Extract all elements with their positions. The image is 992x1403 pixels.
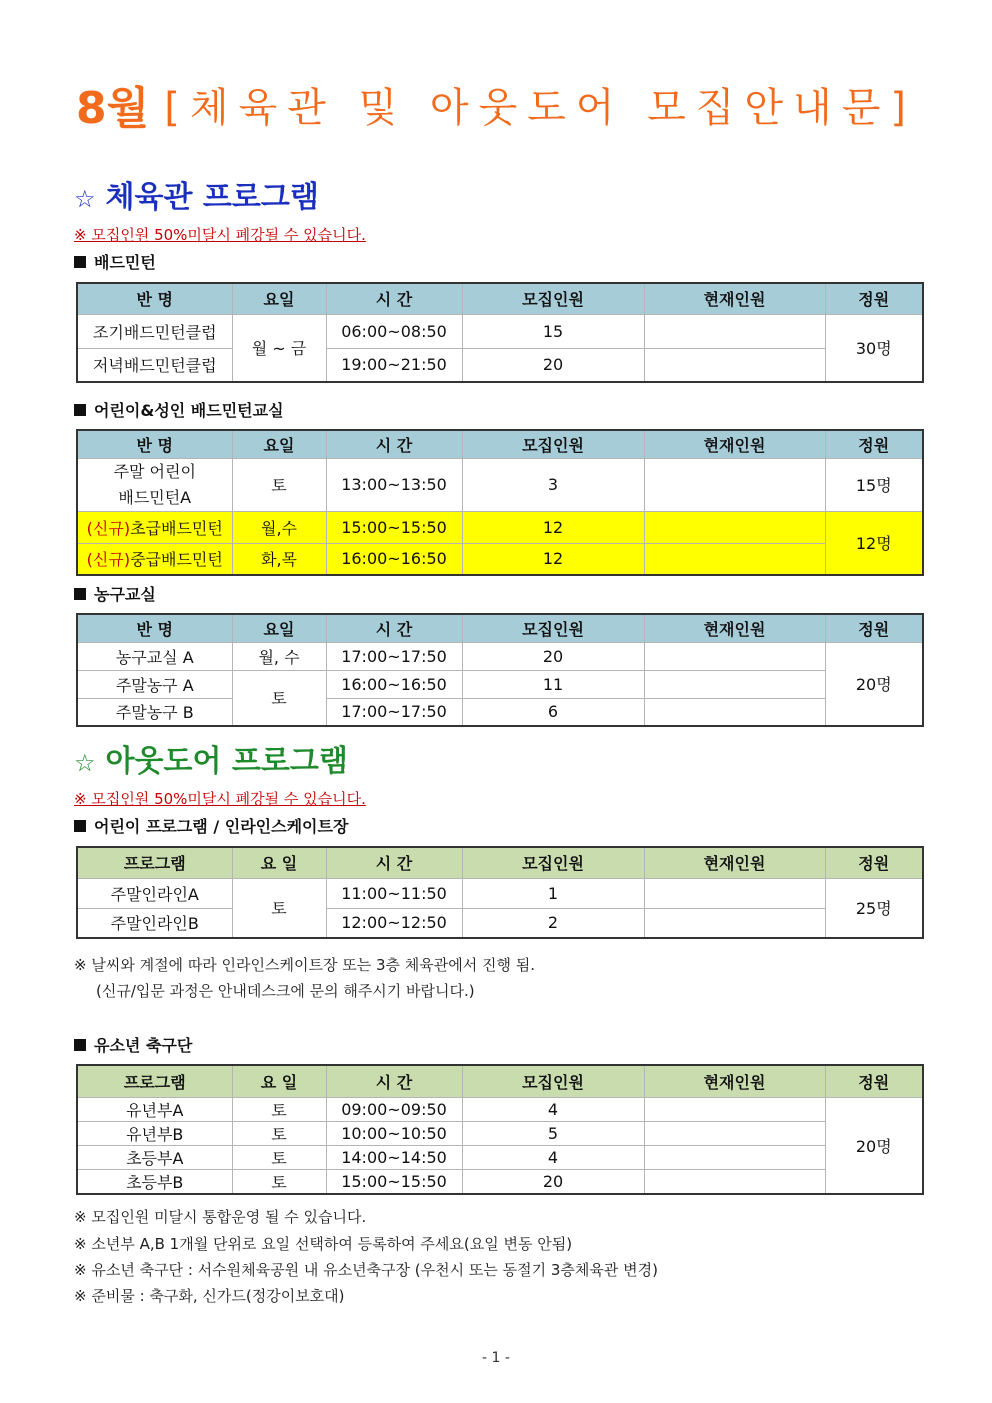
class-day: 토 [232, 878, 326, 938]
class-name: 농구교실 A [77, 642, 232, 670]
header-cell: 프로그램 [77, 1065, 232, 1097]
class-time: 09:00~09:50 [326, 1097, 462, 1121]
table-header [77, 614, 923, 642]
class-current [644, 670, 825, 698]
page-title [0, 72, 992, 132]
class-capacity: 20명 [825, 642, 923, 726]
class-day: 토 [232, 1145, 326, 1169]
class-name: 조기배드민턴클럽 [77, 314, 232, 348]
header-cell: 정원 [825, 283, 923, 314]
soccer-note-1: ※ 모집인원 미달시 통합운영 될 수 있습니다. [74, 1208, 367, 1226]
new-tag: (신규) [86, 550, 131, 570]
header-cell: 모집인원 [462, 1065, 644, 1097]
star-outline-icon: ☆ [74, 748, 96, 777]
header-cell: 요 일 [232, 847, 326, 878]
class-name: (신규)중급배드민턴 [77, 543, 232, 575]
table-row-highlighted [77, 543, 923, 575]
header-cell: 모집인원 [462, 847, 644, 878]
class-name: 주말인라인B [77, 908, 232, 938]
badminton-table [76, 282, 924, 383]
header-cell: 모집인원 [462, 283, 644, 314]
table-row [77, 642, 923, 670]
class-time: 17:00~17:50 [326, 698, 462, 726]
class-name: 초등부A [77, 1145, 232, 1169]
header-cell: 시 간 [326, 847, 462, 878]
class-recruit: 15 [462, 314, 644, 348]
gym-section-heading [74, 172, 319, 216]
header-cell: 요일 [232, 614, 326, 642]
class-recruit: 20 [462, 1169, 644, 1194]
class-recruit: 20 [462, 642, 644, 670]
class-name: 주말농구 A [77, 670, 232, 698]
gym-warning: ※ 모집인원 50%미달시 폐강될 수 있습니다. [74, 226, 366, 244]
header-cell: 시 간 [326, 283, 462, 314]
class-recruit: 5 [462, 1121, 644, 1145]
class-day: 월,수 [232, 511, 326, 543]
class-current [644, 1169, 825, 1194]
class-name: 주말인라인A [77, 878, 232, 908]
class-current [644, 908, 825, 938]
header-cell: 모집인원 [462, 614, 644, 642]
soccer-note-4: ※ 준비물 : 축구화, 신가드(정강이보호대) [74, 1287, 345, 1305]
table-row [77, 670, 923, 698]
class-time: 10:00~10:50 [326, 1121, 462, 1145]
header-cell: 반 명 [77, 430, 232, 458]
class-name: (신규)초급배드민턴 [77, 511, 232, 543]
table-row [77, 348, 923, 382]
table-row [77, 698, 923, 726]
header-cell: 현재인원 [644, 430, 825, 458]
class-recruit: 3 [462, 458, 644, 511]
header-cell: 정원 [825, 430, 923, 458]
class-time: 15:00~15:50 [326, 511, 462, 543]
soccer-note-2: ※ 소년부 A,B 1개월 단위로 요일 선택하여 등록하여 주세요(요일 변동 안됨) [74, 1235, 573, 1253]
header-cell: 정원 [825, 614, 923, 642]
class-name: 유년부A [77, 1097, 232, 1121]
class-day: 화,목 [232, 543, 326, 575]
inline-note-1: ※ 날씨와 계절에 따라 인라인스케이트장 또는 3층 체육관에서 진행 됨. [74, 956, 536, 974]
class-current [644, 1145, 825, 1169]
class-time: 14:00~14:50 [326, 1145, 462, 1169]
class-time: 15:00~15:50 [326, 1169, 462, 1194]
soccer-note-3: ※ 유소년 축구단 : 서수원체육공원 내 유소년축구장 (우천시 또는 동절기 3층체육관 변경) [74, 1261, 658, 1279]
black-square-icon [74, 404, 86, 416]
kids-adult-badminton-table [76, 429, 924, 576]
header-cell: 현재인원 [644, 283, 825, 314]
table-row [77, 908, 923, 938]
inline-note-2: (신규/입문 과정은 안내데스크에 문의 해주시기 바랍니다.) [96, 982, 475, 1000]
soccer-subtitle: 유소년 축구단 [74, 1033, 192, 1056]
inline-skate-table [76, 846, 924, 939]
class-recruit: 12 [462, 543, 644, 575]
header-cell: 요 일 [232, 1065, 326, 1097]
class-time: 11:00~11:50 [326, 878, 462, 908]
table-row-highlighted [77, 511, 923, 543]
title-text: [체육관 및 아웃도어 모집안내문] [164, 84, 916, 131]
class-time: 19:00~21:50 [326, 348, 462, 382]
table-row [77, 1121, 923, 1145]
table-row [77, 1097, 923, 1121]
class-current [644, 511, 825, 543]
class-recruit: 2 [462, 908, 644, 938]
kids-adult-subtitle: 어린이&성인 배드민턴교실 [74, 398, 284, 421]
class-current [644, 1121, 825, 1145]
class-current [644, 543, 825, 575]
table-header [77, 847, 923, 878]
class-name: 저녁배드민턴클럽 [77, 348, 232, 382]
class-recruit: 6 [462, 698, 644, 726]
outdoor-section-heading [74, 736, 348, 780]
header-cell: 반 명 [77, 283, 232, 314]
header-cell: 시 간 [326, 614, 462, 642]
table-header [77, 430, 923, 458]
table-header [77, 283, 923, 314]
class-day: 토 [232, 1097, 326, 1121]
class-day: 월 ~ 금 [232, 314, 326, 382]
class-recruit: 11 [462, 670, 644, 698]
table-row [77, 1169, 923, 1194]
youth-soccer-table [76, 1064, 924, 1195]
table-row [77, 314, 923, 348]
header-cell: 모집인원 [462, 430, 644, 458]
class-name: 주말 어린이 배드민턴A [77, 458, 232, 511]
class-recruit: 20 [462, 348, 644, 382]
black-square-icon [74, 820, 86, 832]
class-capacity: 25명 [825, 878, 923, 938]
header-cell: 정원 [825, 1065, 923, 1097]
star-outline-icon: ☆ [74, 184, 96, 213]
class-current [644, 314, 825, 348]
black-square-icon [74, 256, 86, 268]
table-row [77, 458, 923, 511]
class-day: 토 [232, 458, 326, 511]
class-current [644, 348, 825, 382]
outdoor-section-title: 아웃도어 프로그램 [105, 744, 348, 779]
table-header [77, 1065, 923, 1097]
header-cell: 시 간 [326, 1065, 462, 1097]
class-capacity: 15명 [825, 458, 923, 511]
class-current [644, 642, 825, 670]
header-cell: 요일 [232, 430, 326, 458]
outdoor-warning: ※ 모집인원 50%미달시 폐강될 수 있습니다. [74, 790, 366, 808]
class-current [644, 1097, 825, 1121]
badminton-subtitle: 배드민턴 [74, 250, 156, 273]
header-cell: 프로그램 [77, 847, 232, 878]
class-capacity: 12명 [825, 511, 923, 575]
header-cell: 반 명 [77, 614, 232, 642]
header-cell: 요일 [232, 283, 326, 314]
class-recruit: 4 [462, 1097, 644, 1121]
black-square-icon [74, 588, 86, 600]
class-time: 16:00~16:50 [326, 543, 462, 575]
class-time: 06:00~08:50 [326, 314, 462, 348]
class-name: 초등부B [77, 1169, 232, 1194]
header-cell: 현재인원 [644, 1065, 825, 1097]
basketball-table [76, 613, 924, 727]
header-cell: 현재인원 [644, 847, 825, 878]
class-time: 12:00~12:50 [326, 908, 462, 938]
header-cell: 정원 [825, 847, 923, 878]
title-month: 8월 [76, 83, 150, 134]
class-day: 월, 수 [232, 642, 326, 670]
class-current [644, 878, 825, 908]
new-tag: (신규) [86, 518, 131, 538]
class-current [644, 458, 825, 511]
class-recruit: 1 [462, 878, 644, 908]
header-cell: 시 간 [326, 430, 462, 458]
class-name: 유년부B [77, 1121, 232, 1145]
class-time: 16:00~16:50 [326, 670, 462, 698]
class-time: 13:00~13:50 [326, 458, 462, 511]
page-number: - 1 - [482, 1350, 510, 1366]
class-time: 17:00~17:50 [326, 642, 462, 670]
table-row [77, 1145, 923, 1169]
class-day: 토 [232, 1121, 326, 1145]
class-capacity: 20명 [825, 1097, 923, 1194]
class-capacity: 30명 [825, 314, 923, 382]
black-square-icon [74, 1039, 86, 1051]
inline-subtitle: 어린이 프로그램 / 인라인스케이트장 [74, 814, 348, 837]
class-current [644, 698, 825, 726]
class-recruit: 12 [462, 511, 644, 543]
table-row [77, 878, 923, 908]
class-day: 토 [232, 670, 326, 726]
header-cell: 현재인원 [644, 614, 825, 642]
gym-section-title: 체육관 프로그램 [105, 180, 319, 215]
class-recruit: 4 [462, 1145, 644, 1169]
basketball-subtitle: 농구교실 [74, 582, 156, 605]
class-day: 토 [232, 1169, 326, 1194]
class-name: 주말농구 B [77, 698, 232, 726]
